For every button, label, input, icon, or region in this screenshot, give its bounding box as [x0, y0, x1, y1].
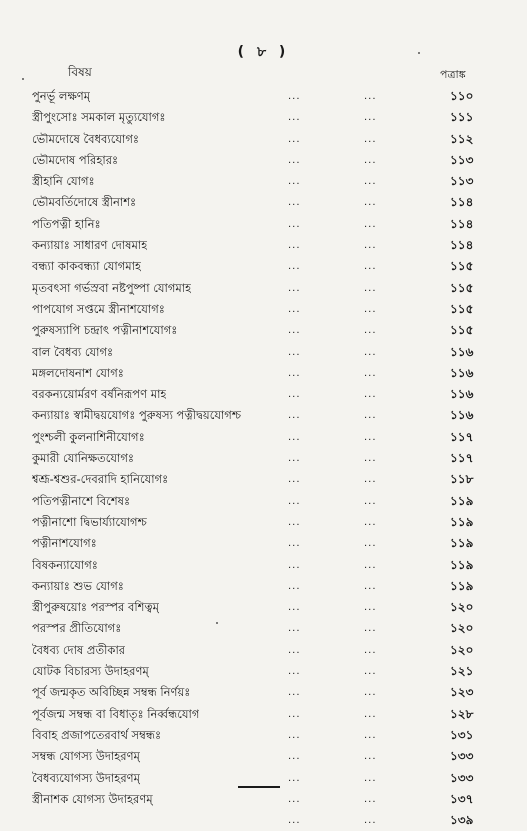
entry-page: ১১১	[450, 110, 474, 125]
leader-dots: ...	[288, 644, 301, 656]
entry-page: ১১৬	[450, 387, 474, 402]
contents-row	[0, 320, 527, 341]
leader-dots: ...	[364, 218, 377, 230]
entry-page: ১১৩	[450, 152, 474, 167]
entry-title: কুমারী যোনিক্ষতযোগঃ	[32, 451, 135, 466]
leader-dots: ...	[288, 474, 301, 486]
leader-dots: ...	[288, 112, 301, 124]
leader-dots: ...	[288, 261, 301, 273]
entry-title: বৈধব্যযোগস্য উদাহরণম্	[32, 770, 140, 785]
entry-page: ১৩৩	[450, 770, 474, 785]
leader-dots: ...	[288, 282, 301, 294]
leader-dots: ...	[364, 282, 377, 294]
leader-dots: ...	[288, 91, 301, 102]
contents-row	[0, 171, 527, 192]
contents-row	[0, 86, 527, 107]
entry-title: পত্নীনাশযোগঃ	[32, 536, 97, 551]
entry-page: ১১৬	[450, 344, 474, 359]
leader-dots: ...	[364, 708, 377, 720]
leader-dots: ...	[364, 346, 377, 358]
entry-page: ১১০	[450, 89, 474, 103]
entry-title: স্ত্রীহানি যোগঃ	[32, 174, 95, 189]
entry-page: ১১৬	[450, 365, 474, 380]
contents-row	[0, 448, 527, 469]
entry-title: বন্ধ্যা কাকবন্ধ্যা যোগমাহ	[32, 259, 142, 274]
leader-dots: ...	[364, 325, 377, 337]
entry-title: স্ত্রীপুরুষয়োঃ পরস্পর বশিত্বম্	[32, 600, 160, 615]
contents-row	[0, 427, 527, 448]
entry-title: ভৌমদোষে বৈধব্যযোগঃ	[32, 131, 140, 146]
leader-dots: ...	[288, 687, 301, 699]
leader-dots: ...	[288, 538, 301, 550]
entry-title: ভৌমদোষ পরিহারঃ	[32, 152, 119, 167]
paper-speck	[22, 78, 24, 80]
paper-speck	[216, 622, 218, 624]
entry-page: ১১৭	[450, 429, 474, 444]
entry-page: ১১৫	[450, 301, 474, 316]
entry-page: ১২০	[450, 600, 474, 615]
contents-row	[0, 512, 527, 533]
leader-dots: ...	[364, 559, 377, 571]
leader-dots: ...	[364, 91, 377, 102]
leader-dots: ...	[364, 538, 377, 550]
entry-page: ১২০	[450, 621, 474, 636]
leader-dots: ...	[364, 815, 377, 827]
entry-page: ১১৪	[450, 238, 474, 253]
contents-row	[0, 533, 527, 554]
entry-title: পত্নীনাশো দ্বিভার্য্যাযোগশ্চ	[32, 514, 147, 529]
contents-row	[0, 810, 527, 831]
entry-page: ১১৮	[450, 472, 474, 487]
leader-dots: ...	[364, 772, 377, 784]
leader-dots: ...	[364, 687, 377, 699]
entry-title: ভৌমবর্তিদোষে স্ত্রীনাশঃ	[32, 195, 137, 210]
leader-dots: ...	[364, 197, 377, 209]
leader-dots: ...	[364, 623, 377, 635]
entry-title: পরস্পর প্রীতিযোগঃ	[32, 621, 122, 636]
entry-page: ১১৭	[450, 451, 474, 466]
leader-dots: ...	[288, 559, 301, 571]
entry-title: পাপযোগ সপ্তমে স্ত্রীনাশযোগঃ	[32, 301, 165, 316]
entry-title: শ্বশ্রূ-শ্বশুর-দেবরাদি হানিযোগঃ	[32, 472, 169, 487]
leader-dots: ...	[288, 176, 301, 188]
leader-dots: ...	[288, 133, 301, 145]
entry-title: বিবাহ প্রজাপতেরবার্থ সম্বন্ধঃ	[32, 727, 162, 742]
entry-page: ১১৫	[450, 323, 474, 338]
leader-dots: ...	[288, 410, 301, 422]
entry-page: ১১৬	[450, 408, 474, 423]
contents-row	[0, 192, 527, 213]
leader-dots: ...	[364, 453, 377, 465]
contents-row	[0, 299, 527, 320]
contents-row	[0, 129, 527, 150]
contents-row	[0, 789, 527, 810]
contents-row	[0, 214, 527, 235]
leader-dots: ...	[288, 495, 301, 507]
entry-page: ১১৯	[450, 493, 474, 508]
leader-dots: ...	[364, 389, 377, 401]
leader-dots: ...	[288, 431, 301, 443]
entry-page: ১২১	[450, 664, 474, 679]
leader-dots: ...	[288, 623, 301, 635]
leader-dots: ...	[364, 367, 377, 379]
entry-title: বাল বৈধব্য যোগঃ	[32, 344, 114, 359]
entry-page: ১১৫	[450, 259, 474, 274]
entry-page: ১১৯	[450, 536, 474, 551]
leader-dots: ...	[364, 261, 377, 273]
contents-row	[0, 491, 527, 512]
entry-page: ১৩৯	[450, 813, 474, 828]
leader-dots: ...	[364, 133, 377, 145]
entry-title: মঙ্গলদোষনাশ যোগঃ	[32, 365, 124, 380]
leader-dots: ...	[364, 751, 377, 763]
contents-list	[0, 86, 527, 831]
contents-row	[0, 597, 527, 618]
leader-dots: ...	[364, 431, 377, 443]
entry-title: পতিপত্নী হানিঃ	[32, 216, 101, 231]
entry-page: ১৩৭	[450, 791, 474, 806]
entry-page: ১২০	[450, 642, 474, 657]
entry-title: মৃতবৎসা গর্ভস্রবা নষ্টপুষ্পা যোগমাহ	[32, 280, 192, 295]
entry-page: ১২৮	[450, 706, 474, 721]
leader-dots: ...	[288, 793, 301, 805]
leader-dots: ...	[288, 729, 301, 741]
contents-row	[0, 384, 527, 405]
leader-dots: ...	[288, 367, 301, 379]
header-page: পত্রাঙ্ক	[440, 68, 466, 81]
entry-page: ১১৪	[450, 216, 474, 231]
leader-dots: ...	[364, 303, 377, 315]
leader-dots: ...	[288, 751, 301, 763]
entry-title: কন্যায়াঃ স্বামীদ্বয়যোগঃ পুরুষস্য পত্নীদ্বয়যোগশ্চ	[32, 408, 241, 423]
entry-title: কন্যায়াঃ শুভ যোগঃ	[32, 578, 124, 593]
contents-row	[0, 150, 527, 171]
entry-title: পুংশ্চলী কুলনাশিনীযোগঃ	[32, 429, 145, 444]
leader-dots: ...	[288, 218, 301, 230]
leader-dots: ...	[364, 644, 377, 656]
entry-page: ১১৯	[450, 557, 474, 572]
contents-row	[0, 704, 527, 725]
entry-page: ১২৩	[450, 685, 474, 700]
entry-title: পূর্ব জন্মকৃত অবিচ্ছিন্ন সম্বন্ধ নির্ণয়ঃ	[32, 685, 191, 700]
page-number: ( ৮ )	[237, 44, 290, 60]
entry-page: ১১৯	[450, 578, 474, 593]
leader-dots: ...	[364, 112, 377, 124]
contents-row	[0, 618, 527, 639]
entry-title: কন্যায়াঃ সাধারণ দোষমাহ	[32, 238, 148, 253]
contents-row	[0, 469, 527, 490]
entry-title: স্ত্রীপুংসোঃ সমকাল মৃত্যুযোগঃ	[32, 110, 166, 125]
leader-dots: ...	[288, 346, 301, 358]
entry-title: পুনর্ভূ লক্ষণম্	[32, 89, 91, 103]
contents-row	[0, 725, 527, 746]
leader-dots: ...	[288, 666, 301, 678]
paper-speck	[418, 52, 420, 54]
leader-dots: ...	[288, 154, 301, 166]
entry-page: ১৩১	[450, 727, 474, 742]
leader-dots: ...	[364, 580, 377, 592]
contents-row	[0, 576, 527, 597]
entry-page: ১১৩	[450, 174, 474, 189]
leader-dots: ...	[288, 303, 301, 315]
contents-row	[0, 405, 527, 426]
leader-dots: ...	[364, 602, 377, 614]
leader-dots: ...	[364, 240, 377, 252]
contents-row	[0, 555, 527, 576]
contents-row	[0, 640, 527, 661]
entry-page: ১৩৩	[450, 749, 474, 764]
entry-title: বিষকন্যাযোগঃ	[32, 557, 98, 572]
contents-row	[0, 363, 527, 384]
leader-dots: ...	[288, 389, 301, 401]
entry-page: ১১৪	[450, 195, 474, 210]
leader-dots: ...	[364, 729, 377, 741]
leader-dots: ...	[364, 495, 377, 507]
leader-dots: ...	[364, 410, 377, 422]
contents-row	[0, 256, 527, 277]
leader-dots: ...	[288, 325, 301, 337]
entry-page: ১১৫	[450, 280, 474, 295]
footer-rule	[238, 786, 280, 788]
entry-page: ১১২	[450, 131, 474, 146]
entry-title: বৈধব্য দোষ প্রতীকার	[32, 642, 126, 657]
entry-title: বরকন্যয়োর্মরণ বর্ষনিরূপণ মাহ	[32, 387, 167, 402]
leader-dots: ...	[288, 815, 301, 827]
contents-row	[0, 235, 527, 256]
leader-dots: ...	[288, 240, 301, 252]
contents-row	[0, 661, 527, 682]
leader-dots: ...	[288, 580, 301, 592]
entry-title: পতিপত্নীনাশে বিশেষঃ	[32, 493, 131, 508]
header-subject: বিষয়	[68, 65, 92, 79]
leader-dots: ...	[288, 516, 301, 528]
leader-dots: ...	[364, 793, 377, 805]
entry-title: স্ত্রীনাশক যোগস্য উদাহরণম্	[32, 791, 153, 806]
contents-row	[0, 746, 527, 767]
entry-title: পূর্বজন্ম সম্বন্ধ বা বিধাতৃঃ নির্ব্বন্ধযোগ	[32, 706, 200, 721]
leader-dots: ...	[288, 708, 301, 720]
entry-title: পুরুষস্যাপি চন্দ্রাৎ পত্নীনাশযোগঃ	[32, 323, 178, 338]
contents-row	[0, 278, 527, 299]
leader-dots: ...	[364, 474, 377, 486]
leader-dots: ...	[288, 453, 301, 465]
leader-dots: ...	[364, 666, 377, 678]
leader-dots: ...	[364, 516, 377, 528]
entry-title: সম্বন্ধ যোগস্য উদাহরণম্	[32, 749, 140, 764]
contents-row	[0, 682, 527, 703]
leader-dots: ...	[288, 772, 301, 784]
leader-dots: ...	[288, 602, 301, 614]
leader-dots: ...	[364, 176, 377, 188]
contents-row	[0, 342, 527, 363]
entry-page: ১১৯	[450, 514, 474, 529]
contents-row	[0, 107, 527, 128]
entry-title: যোটক বিচারস্য উদাহরণম্	[32, 664, 149, 679]
leader-dots: ...	[288, 197, 301, 209]
leader-dots: ...	[364, 154, 377, 166]
